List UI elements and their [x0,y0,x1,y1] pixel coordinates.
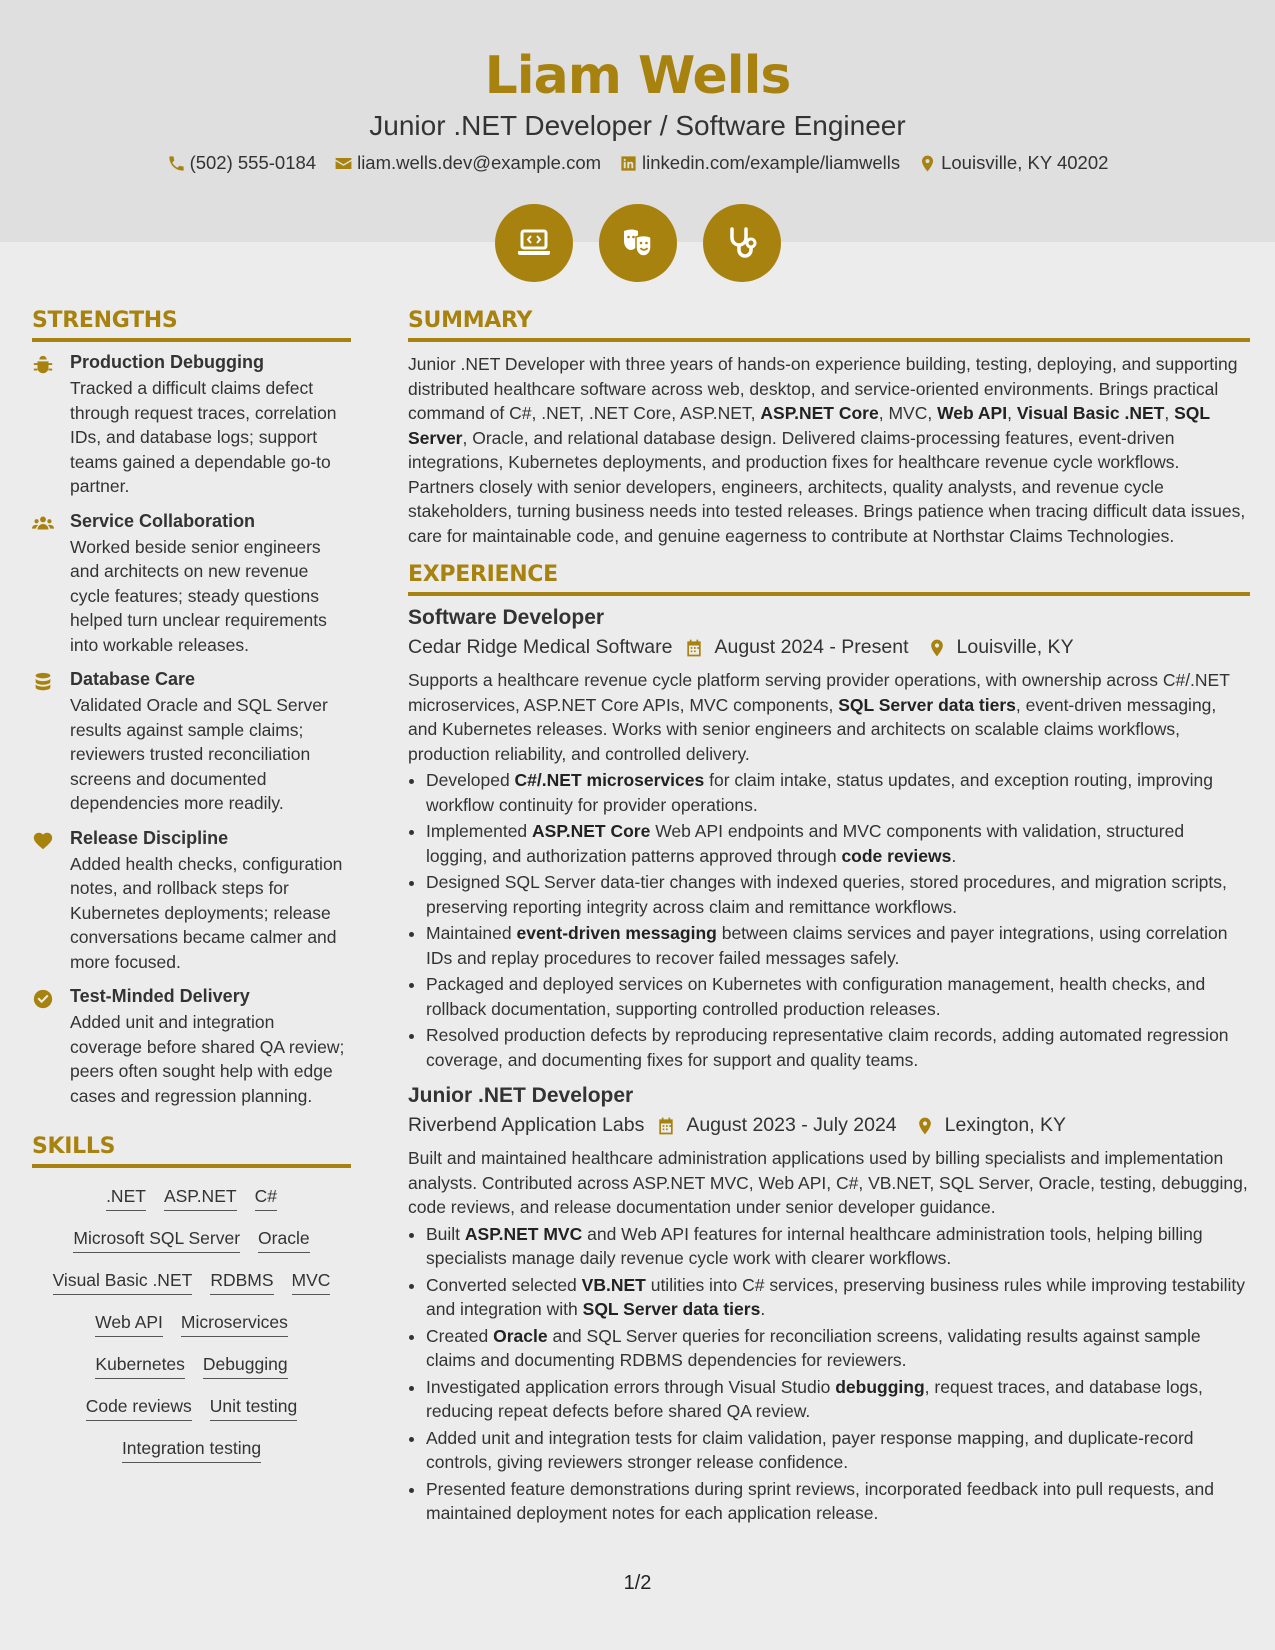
text-run: , MVC, [878,403,938,423]
linkedin-icon [619,154,638,173]
text-run: , event-driven messaging, and Kubernetes releases. Works with senior engineers and architects on scalable claims workflows, production reliability, and controlled delivery. [408,694,1217,764]
text-run: Converted selected [426,1274,582,1295]
skill-tag: Code reviews [86,1396,192,1421]
text-run: Presented feature demonstrations during sprint reviews, incorporated feedback into pull requests, and maintained deployment notes for each application release. [426,1478,1214,1523]
text-run: Developed [426,770,515,790]
contact-bar [0,152,1275,174]
left-column [32,308,351,1480]
bullet-item [426,1477,1250,1526]
bullet-item [426,1426,1250,1475]
job-entry [408,606,1250,1072]
envelope-icon [334,154,353,173]
skill-tag: Integration testing [122,1438,261,1463]
bold-keyword: VB.NET [581,1274,646,1295]
job-title: Junior .NET Developer [408,1084,634,1107]
text-run: Investigated application errors through Visual Studio [426,1376,836,1397]
contact-linkedin[interactable] [619,152,900,174]
text-run: , Oracle, and relational database design. Delivered claims-processing features, event-driven integrations, Kubernetes deployments, and production fixes for healthcare revenue cycle workflows. Partners closely with senior developers, engineers, architects, quality analysts, and revenue cycle stakeholders, turning business needs into tested releases. Brings patience when tracing difficult data issues, care for maintainable code, and genuine eagerness to contribute at Northstar Claims Technologies. [408,427,1246,546]
bullet-item [426,921,1250,970]
check-circle-icon [32,988,54,1010]
location-pin-icon [915,1116,935,1136]
strength-title: Release Discipline [70,827,229,848]
job-company: Cedar Ridge Medical Software [408,636,673,658]
users-icon [32,513,54,535]
bold-keyword: ASP.NET Core [760,403,879,423]
text-run: Designed SQL Server data-tier changes with indexed queries, stored procedures, and migration scripts, preserving reporting integrity across claim and remittance workflows. [426,872,1227,917]
calendar-icon [656,1116,676,1136]
candidate-role: Junior .NET Developer / Software Engineer [369,110,906,141]
bold-keyword: Visual Basic .NET [1016,403,1165,423]
strength-item [32,352,351,499]
location-pin-icon [927,638,947,658]
text-run: Maintained [426,923,517,943]
contact-email-text: liam.wells.dev@example.com [357,152,602,173]
strength-desc: Added health checks, configuration notes, and rollback steps for Kubernetes deployments; release conversations became calmer and more focused. [70,853,343,972]
text-run: , request traces, and database logs, reducing repeat defects before shared QA review. [426,1376,1203,1421]
text-run: and Web API features for internal healthcare administration tools, helping billing specialists manage daily revenue cycle work with clearer workflows. [426,1223,1203,1268]
experience-heading: EXPERIENCE [408,562,1250,596]
badge-stethoscope [703,204,781,282]
bold-keyword: SQL Server data tiers [838,694,1016,715]
strength-item [32,511,351,658]
job-entry [408,1084,1250,1526]
page-number: 1/2 [623,1572,652,1594]
text-run: for claim intake, status updates, and exception routing, improving workflow continuity for provider operations. [426,770,1213,815]
strength-item [32,986,351,1108]
bullet-item [426,1375,1250,1424]
bullet-item [426,870,1250,919]
candidate-name: Liam Wells [484,46,791,106]
bullet-item [426,1324,1250,1373]
skill-tag: RDBMS [210,1270,273,1295]
bold-keyword: SQL Server [408,403,1210,448]
bold-keyword: Oracle [493,1325,548,1346]
strength-desc: Added unit and integration coverage before shared QA review; peers often sought help with edge cases and regression planning. [70,1012,345,1106]
skill-tag: Microservices [181,1312,288,1337]
skills-list [32,1186,351,1463]
contact-linkedin-text: linkedin.com/example/liamwells [642,152,901,173]
skill-tag: C# [255,1186,277,1211]
summary-text [408,352,1250,548]
contact-phone-text: (502) 555-0184 [189,152,317,173]
job-location: Louisville, KY [956,636,1074,658]
text-run: between claims services and payer integrations, using correlation IDs and replay procedures to recover failed messages safely. [426,923,1228,968]
theater-masks-icon [618,223,658,263]
text-run: Packaged and deployed services on Kubernetes with configuration management, health checks, and rollback documentation, supporting controlled production releases. [426,974,1206,1019]
job-location: Lexington, KY [944,1114,1067,1136]
text-run: Implemented [426,821,533,841]
job-dates: August 2023 - July 2024 [686,1114,897,1136]
bold-keyword: ASP.NET Core [532,821,651,841]
text-run: Resolved production defects by reproducing representative claim records, adding automated regression coverage, and documenting fixes for support and quality teams. [426,1025,1229,1070]
strength-desc: Worked beside senior engineers and architects on new revenue cycle features; steady questions helped turn unclear requirements into workable releases. [70,536,327,655]
bullet-item [426,1023,1250,1072]
skill-tag: MVC [292,1270,331,1295]
bold-keyword: debugging [835,1376,925,1397]
bullet-item [426,819,1250,868]
strength-desc: Validated Oracle and SQL Server results against sample claims; reviewers trusted reconciliation screens and documented dependencies more readily. [70,695,328,813]
strength-title: Test-Minded Delivery [70,986,250,1006]
job-dates: August 2024 - Present [714,636,909,658]
location-pin-icon [918,154,937,173]
strength-item [32,669,351,816]
job-meta [408,636,1250,659]
bullet-item [426,768,1250,817]
text-run: . [951,845,957,866]
skill-tag: Unit testing [210,1396,298,1421]
text-run: Created [426,1325,494,1346]
heart-icon [32,830,54,852]
strengths-heading: STRENGTHS [32,308,351,342]
text-run: . [760,1299,766,1319]
text-run: Built and maintained healthcare administration applications used by billing specialists and implementation analysts. Contributed across ASP.NET MVC, Web API, C#, VB.NET, SQL Server, Oracle, testing, debugging, code reviews, and release documentation under senior developer guidance. [408,1148,1248,1217]
bold-keyword: ASP.NET MVC [464,1223,583,1244]
bullet-item [426,1273,1250,1322]
job-bullets [408,768,1250,1072]
strength-title: Production Debugging [70,352,264,372]
interest-badges [0,204,1275,282]
right-column [408,308,1250,1538]
contact-location [918,152,1108,174]
skill-tag: ASP.NET [164,1186,237,1211]
skill-tag: .NET [106,1186,146,1211]
contact-email[interactable] [334,152,601,174]
skill-tag: Debugging [203,1354,288,1379]
text-run: Junior .NET Developer with three years of hands-on experience building, testing, deploying, and supporting distributed healthcare software across web, desktop, and service-oriented environments. Brings practical command of C#, .NET, .NET Core, ASP.NET, [408,354,1238,423]
job-description [408,668,1250,766]
job-company: Riverbend Application Labs [408,1114,645,1136]
bold-keyword: Web API [937,403,1008,423]
database-icon [32,671,54,693]
strength-title: Database Care [70,669,196,689]
badge-laptop [495,204,573,282]
calendar-icon [684,638,704,658]
skill-tag: Web API [95,1312,163,1337]
badge-masks [599,204,677,282]
strength-desc: Tracked a difficult claims defect through request traces, correlation IDs, and database logs; support teams gained a dependable go-to partner. [70,378,337,496]
text-run: Added unit and integration tests for claim validation, payer response mapping, and duplicate-record controls, giving reviewers stronger release confidence. [426,1427,1194,1472]
stethoscope-icon [722,223,762,263]
strength-title: Service Collaboration [70,510,256,531]
strength-item [32,828,351,975]
text-run: Web API endpoints and MVC components with validation, structured logging, and authorization patterns approved through [426,821,1185,866]
bug-icon [32,354,54,376]
summary-heading: SUMMARY [408,308,1250,342]
skill-tag: Visual Basic .NET [53,1270,193,1295]
bold-keyword: event-driven messaging [516,923,717,943]
phone-icon [167,154,186,173]
text-run: Built [426,1223,465,1244]
text-run: Supports a healthcare revenue cycle platform serving provider operations, with ownership across C#/.NET microservices, ASP.NET Core APIs, MVC components, [408,670,1230,715]
job-title: Software Developer [408,606,605,629]
job-meta [408,1114,1250,1137]
skill-tag: Microsoft SQL Server [73,1228,240,1253]
text-run: utilities into C# services, preserving business rules while improving testability and integration with [426,1274,1245,1319]
text-run: , [1007,403,1017,423]
contact-location-text: Louisville, KY 40202 [941,152,1109,173]
skills-heading: SKILLS [32,1134,351,1168]
bold-keyword: code reviews [841,845,952,866]
job-description [408,1146,1250,1220]
bold-keyword: C#/.NET microservices [514,770,705,790]
bullet-item [426,1222,1250,1271]
laptop-code-icon [514,223,554,263]
bullet-item [426,972,1250,1021]
text-run: , [1164,403,1175,423]
contact-phone[interactable] [167,152,317,174]
bold-keyword: SQL Server data tiers [582,1299,761,1319]
skill-tag: Kubernetes [95,1354,185,1379]
job-bullets [408,1222,1250,1526]
skill-tag: Oracle [258,1228,310,1253]
text-run: and SQL Server queries for reconciliation screens, validating results against sample claims and documenting RDBMS dependencies for reviewers. [426,1325,1201,1370]
